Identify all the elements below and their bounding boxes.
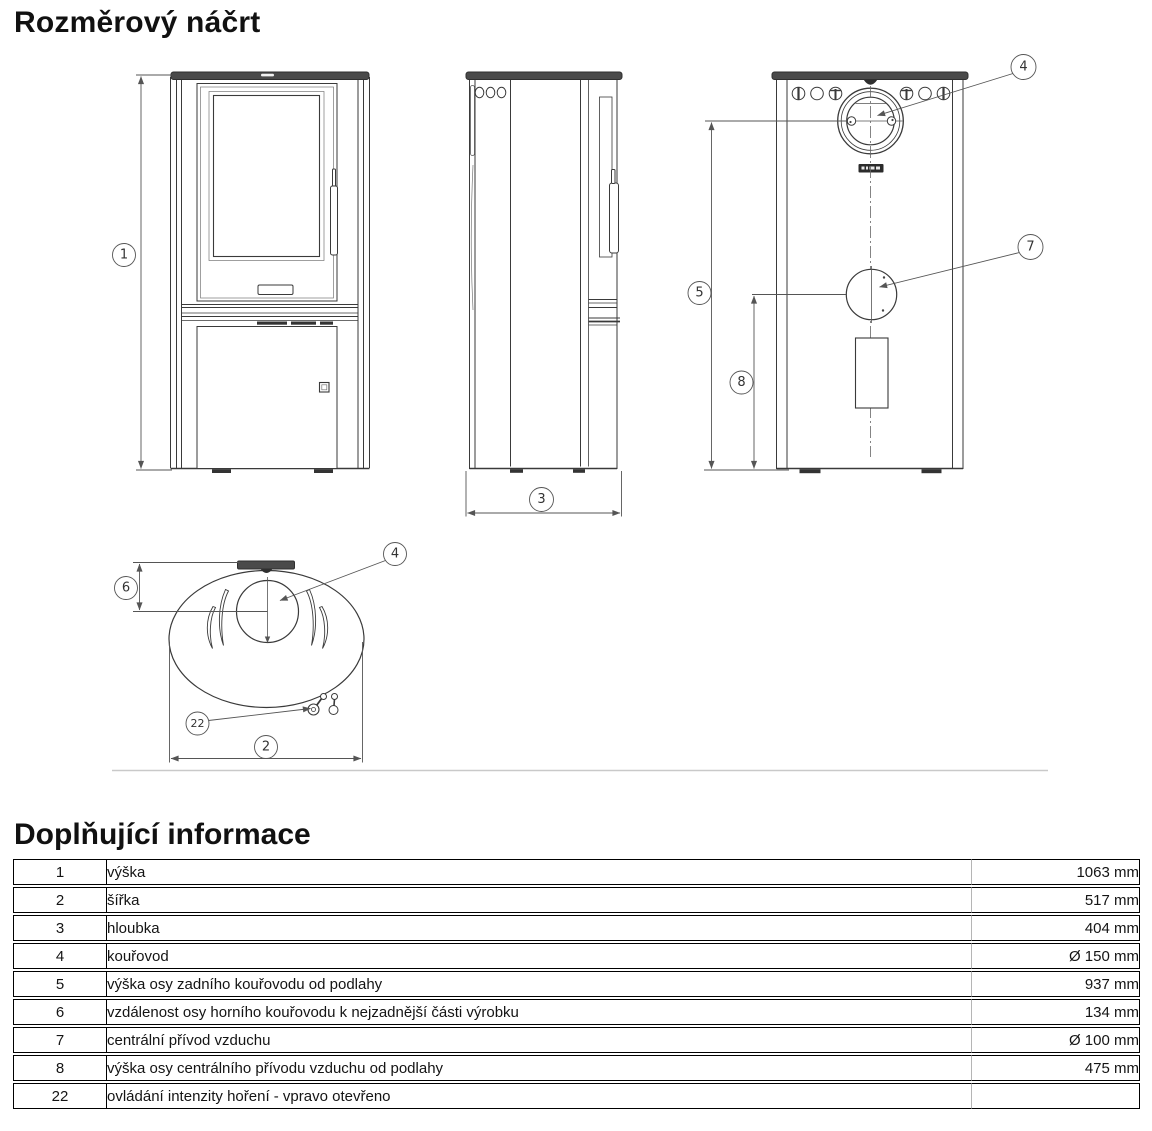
table-row <box>13 859 1140 885</box>
row-value-cell: Ø 150 mm <box>971 943 1140 969</box>
callout-1-label: 1 <box>119 247 129 263</box>
callout-7-label: 7 <box>1026 239 1035 255</box>
table-row <box>13 971 1140 997</box>
row-label-cell: ovládání intenzity hoření - vpravo otevřeno <box>107 1083 971 1109</box>
row-label-cell: vzdálenost osy horního kouřovodu k nejzadnější části výrobku <box>107 999 971 1025</box>
callout-8-label: 8 <box>737 375 746 390</box>
callout-5-label: 5 <box>695 285 704 301</box>
dimensions-table <box>13 857 1140 1111</box>
table-row <box>13 915 1140 941</box>
callout-4-label: 4 <box>1019 59 1028 75</box>
door-glass <box>214 96 320 257</box>
top-back-tab <box>238 561 295 569</box>
table-row <box>13 999 1140 1025</box>
row-label-cell: hloubka <box>107 915 971 941</box>
row-value-cell: 134 mm <box>971 999 1140 1025</box>
row-number-cell: 4 <box>13 943 107 969</box>
row-number-cell: 1 <box>13 859 107 885</box>
back-opening <box>856 338 889 408</box>
rating-plate <box>859 164 884 173</box>
callout-6-label: 6 <box>121 580 131 596</box>
page-title: Rozměrový náčrt <box>14 6 261 39</box>
row-value-cell: 475 mm <box>971 1055 1140 1081</box>
front-lower-door <box>197 327 337 469</box>
back-top-plate <box>772 72 968 80</box>
side-hinge-1 <box>475 87 484 97</box>
row-value-cell: Ø 100 mm <box>971 1027 1140 1053</box>
row-number-cell: 22 <box>13 1083 107 1109</box>
lower-door-latch <box>320 383 330 393</box>
top-view <box>115 543 407 763</box>
row-label-cell: výška osy centrálního přívodu vzduchu od podlahy <box>107 1055 971 1081</box>
row-value-cell: 937 mm <box>971 971 1140 997</box>
leader-burn-control <box>186 709 311 736</box>
row-value-cell: 404 mm <box>971 915 1140 941</box>
side-body <box>470 80 621 473</box>
row-number-cell: 8 <box>13 1055 107 1081</box>
side-top-plate <box>466 72 622 80</box>
side-foot-left <box>510 469 523 473</box>
callout-4-top-label: 4 <box>390 546 400 562</box>
callout-3-label: 3 <box>537 492 546 507</box>
front-upper-door <box>197 84 338 302</box>
table-row <box>13 1055 1140 1081</box>
row-value-cell: 517 mm <box>971 887 1140 913</box>
table-row <box>13 887 1140 913</box>
front-foot-right <box>314 469 333 473</box>
front-view <box>113 72 370 473</box>
row-label-cell: kouřovod <box>107 943 971 969</box>
row-number-cell: 2 <box>13 887 107 913</box>
back-view <box>688 55 1043 474</box>
air-slider <box>258 285 293 295</box>
row-number-cell: 3 <box>13 915 107 941</box>
door-handle <box>331 186 338 255</box>
row-label-cell: šířka <box>107 887 971 913</box>
row-number-cell: 6 <box>13 999 107 1025</box>
callout-22-label: 22 <box>190 717 205 730</box>
info-heading: Doplňující informace <box>14 818 311 851</box>
side-hinge-2 <box>486 87 495 97</box>
row-number-cell: 7 <box>13 1027 107 1053</box>
row-value-cell: 1063 mm <box>971 859 1140 885</box>
row-number-cell: 5 <box>13 971 107 997</box>
side-view <box>466 72 622 517</box>
back-foot-left <box>800 469 821 473</box>
side-foot-right <box>573 469 585 473</box>
table-row <box>13 1027 1140 1053</box>
row-label-cell: centrální přívod vzduchu <box>107 1027 971 1053</box>
row-label-cell: výška osy zadního kouřovodu od podlahy <box>107 971 971 997</box>
dim-height <box>113 75 173 470</box>
dim-depth <box>466 471 622 517</box>
front-foot-left <box>212 469 231 473</box>
row-value-cell <box>971 1083 1140 1109</box>
row-label-cell: výška <box>107 859 971 885</box>
side-door-handle <box>610 183 619 253</box>
callout-2-label: 2 <box>261 739 271 755</box>
back-foot-right <box>922 469 942 473</box>
table-row <box>13 943 1140 969</box>
flue-collar <box>838 88 904 154</box>
side-hinge-3 <box>497 87 506 97</box>
table-row <box>13 1083 1140 1109</box>
